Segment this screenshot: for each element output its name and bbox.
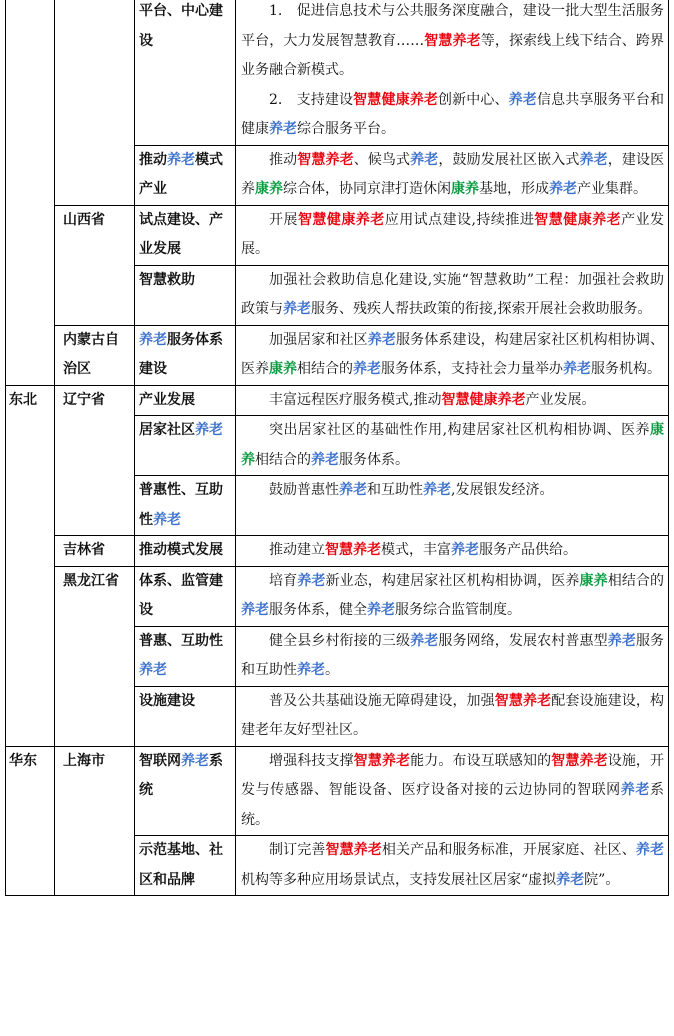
text-run: 普惠、互助性	[139, 632, 223, 649]
subtopic-cell	[135, 476, 236, 536]
text-run: 相结合的	[255, 451, 311, 468]
province-cell	[55, 0, 135, 205]
text-run: 体系、监管建设	[139, 572, 223, 618]
province-cell: 山西省	[55, 205, 135, 325]
text-run: 推动模式发展	[139, 542, 223, 558]
keyword-elderly-care: 养老	[635, 842, 665, 858]
text-run: 创新中心、	[437, 91, 509, 108]
text-run: 服务体系，健全	[269, 602, 367, 618]
table-row	[6, 385, 669, 416]
keyword-elderly-care: 养老	[410, 632, 439, 649]
description-paragraph	[241, 266, 664, 325]
subtopic-cell	[135, 686, 236, 746]
keyword-elderly-care: 养老	[367, 602, 395, 618]
region-cell: 华东	[6, 746, 55, 896]
keyword-smart-care: 智慧健康养老	[441, 391, 526, 408]
keyword-elderly-care: 养老	[579, 151, 608, 168]
description-cell	[236, 686, 669, 746]
description-paragraph	[241, 536, 664, 566]
text-run: 综合体，协同京津打造休闲	[283, 181, 451, 197]
text-run: 综合服务平台。	[297, 121, 395, 137]
text-run: 设施，开发与传感器、智能设备、医疗设备对接的云边协同的智联网	[241, 752, 665, 798]
text-run: 加强居家和社区	[269, 331, 368, 348]
text-run: 。	[325, 662, 339, 678]
text-run: 服务体系，支持社会力量举办	[381, 361, 563, 377]
region-cell: 东北	[6, 385, 55, 746]
text-run: 健全县乡村衔接的三级	[269, 632, 411, 649]
text-run: ，建设医养	[241, 151, 665, 197]
keyword-smart-care: 智慧养老	[353, 752, 411, 769]
text-run: 设施建设	[139, 692, 195, 709]
description-paragraph	[241, 747, 664, 836]
description-cell	[236, 746, 669, 836]
text-run: 产业集群。	[577, 181, 647, 197]
text-run: 机构等多种应用场景试点，支持发展社区居家“虚拟	[241, 871, 557, 888]
keyword-health-care: 康养	[269, 361, 297, 377]
description-cell	[236, 626, 669, 686]
description-paragraph	[241, 386, 664, 416]
text-run: 平台、中心建设	[139, 3, 223, 49]
keyword-smart-care: 智慧健康养老	[353, 91, 438, 108]
text-run: 系统	[139, 752, 223, 798]
text-run: 推动	[269, 151, 298, 168]
text-run: 开展	[269, 211, 298, 228]
description-cell	[236, 536, 669, 567]
keyword-elderly-care: 养老	[139, 662, 167, 678]
text-run: 增强科技支撑	[269, 752, 354, 769]
description-paragraph	[241, 146, 664, 205]
text-run: ,发展银发经济。	[451, 482, 554, 498]
text-run: 模式产业	[139, 151, 223, 197]
policy-table-body	[6, 0, 669, 896]
keyword-elderly-care: 养老	[549, 181, 577, 197]
subtopic-cell	[135, 145, 236, 205]
text-run: 信息共享服务平台和健康	[241, 91, 665, 137]
keyword-elderly-care: 养老	[241, 602, 269, 618]
keyword-elderly-care: 养老	[195, 422, 223, 438]
text-run: ，鼓励发展社区嵌入式	[438, 151, 580, 168]
keyword-elderly-care: 养老	[423, 482, 451, 498]
text-run: 鼓励普惠性	[269, 482, 339, 498]
text-run: 服务产品供给。	[479, 542, 577, 558]
description-paragraph	[241, 326, 664, 385]
text-run: 相结合的	[297, 361, 353, 377]
keyword-elderly-care: 养老	[167, 151, 195, 168]
keyword-elderly-care: 养老	[353, 361, 381, 377]
keyword-elderly-care: 养老	[367, 331, 397, 348]
text-run: 新业态，构建居家社区机构相协调，医养	[325, 572, 580, 589]
description-cell	[236, 0, 669, 145]
keyword-elderly-care: 养老	[153, 511, 181, 528]
description-paragraph	[241, 206, 664, 265]
text-run: 服务综合监管制度。	[395, 602, 521, 618]
description-cell	[236, 325, 669, 385]
province-cell: 内蒙古自治区	[55, 325, 135, 385]
text-run: 服务和互助性	[241, 632, 665, 678]
text-run: 智慧救助	[139, 271, 195, 288]
text-run: 制订完善	[269, 842, 326, 858]
policy-table	[5, 0, 669, 896]
keyword-elderly-care: 养老	[139, 331, 167, 348]
text-run: 应用试点建设,持续推进	[384, 211, 535, 228]
subtopic-cell	[135, 325, 236, 385]
keyword-elderly-care: 养老	[339, 482, 367, 498]
keyword-smart-care: 智慧养老	[551, 752, 608, 769]
description-cell	[236, 385, 669, 416]
subtopic-cell	[135, 626, 236, 686]
description-cell	[236, 566, 669, 626]
keyword-elderly-care: 养老	[607, 632, 636, 649]
text-run: 居家社区	[139, 422, 195, 438]
keyword-smart-care: 智慧养老	[424, 32, 481, 49]
text-run: 相关产品和服务标准，开展家庭、社区、	[381, 842, 636, 858]
keyword-elderly-care: 养老	[181, 752, 209, 769]
keyword-health-care: 康养	[451, 181, 479, 197]
text-run: 服务体系。	[339, 451, 409, 468]
table-row	[6, 566, 669, 626]
text-run: 服务体系建设	[139, 331, 223, 377]
description-cell	[236, 205, 669, 265]
table-row	[6, 325, 669, 385]
province-cell: 黑龙江省	[55, 566, 135, 746]
description-cell	[236, 476, 669, 536]
subtopic-cell	[135, 746, 236, 836]
keyword-health-care: 康养	[579, 572, 608, 589]
text-run: 能力。布设互联感知的	[410, 752, 552, 769]
text-run: 配套设施建设，构建老年友好型社区。	[241, 692, 665, 738]
text-run: 普及公共基础设施无障碍建设，加强	[269, 692, 495, 709]
text-run: 突出居家社区的基础性作用,构建居家社区机构相协调、医养	[269, 422, 650, 438]
text-run: 产业发展	[139, 391, 195, 408]
text-run: 服务网络，发展农村普惠型	[438, 632, 608, 649]
keyword-elderly-care: 养老	[297, 662, 325, 678]
keyword-elderly-care: 养老	[269, 121, 297, 137]
text-run: 推动建立	[269, 542, 325, 558]
text-run: 系统。	[241, 782, 665, 828]
keyword-health-care: 康养	[255, 181, 283, 197]
text-run: 1. 促进信息技术与公共服务深度融合，建设一批大型生活服务平台，大力发展智慧教育……	[241, 3, 664, 49]
description-paragraph	[241, 86, 664, 145]
keyword-smart-care: 智慧养老	[297, 151, 354, 168]
description-paragraph	[241, 836, 664, 895]
keyword-elderly-care: 养老	[451, 542, 479, 558]
province-cell: 吉林省	[55, 536, 135, 567]
keyword-health-care: 康养	[241, 422, 664, 468]
table-row	[6, 746, 669, 836]
keyword-elderly-care: 养老	[620, 782, 651, 798]
table-row	[6, 205, 669, 265]
subtopic-cell	[135, 836, 236, 896]
text-run: 服务体系建设，构建居家社区机构相协调、医养	[241, 331, 665, 377]
description-cell	[236, 836, 669, 896]
text-run: 服务、残疾人帮扶政策的衔接,探索开展社会救助服务。	[311, 301, 652, 317]
text-run: 2. 支持建设	[269, 91, 354, 108]
province-cell: 辽宁省	[55, 385, 135, 536]
text-run: 模式，丰富	[381, 542, 451, 558]
description-paragraph	[241, 416, 664, 475]
keyword-elderly-care: 养老	[556, 871, 585, 888]
table-row	[6, 536, 669, 567]
text-run: 相结合的	[607, 572, 665, 589]
text-run: 普惠性、互助性	[139, 482, 223, 528]
keyword-elderly-care: 养老	[311, 451, 339, 468]
table-row	[6, 0, 669, 145]
text-run: 示范基地、社区和品牌	[139, 842, 223, 888]
text-run: 培育	[269, 572, 298, 589]
description-cell	[236, 265, 669, 325]
keyword-elderly-care: 养老	[563, 361, 591, 377]
region-cell	[6, 0, 55, 385]
subtopic-cell	[135, 385, 236, 416]
text-run: 产业发展。	[525, 391, 596, 408]
text-run: 试点建设、产业发展	[139, 211, 223, 257]
keyword-elderly-care: 养老	[508, 91, 537, 108]
text-run: 加强社会救助信息化建设,实施“智慧救助”工程：加强社会救助政策与	[241, 271, 664, 317]
subtopic-cell	[135, 205, 236, 265]
description-cell	[236, 416, 669, 476]
description-cell	[236, 145, 669, 205]
keyword-smart-care: 智慧健康养老	[534, 211, 622, 228]
text-run: 智联网	[139, 752, 181, 769]
text-run: 推动	[139, 151, 167, 168]
keyword-smart-care: 智慧养老	[494, 692, 552, 709]
text-run: 院”。	[584, 871, 620, 888]
province-cell: 上海市	[55, 746, 135, 896]
text-run: 产业发展。	[241, 211, 665, 257]
keyword-elderly-care: 养老	[410, 151, 439, 168]
subtopic-cell	[135, 416, 236, 476]
text-run: 服务机构。	[591, 361, 661, 377]
description-paragraph	[241, 0, 664, 86]
subtopic-cell	[135, 566, 236, 626]
description-paragraph	[241, 476, 664, 506]
text-run: 和互助性	[367, 482, 423, 498]
text-run: 基地，形成	[479, 181, 549, 197]
keyword-smart-care: 智慧健康养老	[297, 211, 385, 228]
keyword-elderly-care: 养老	[283, 301, 311, 317]
text-run: 等，探索线上线下结合、跨界业务融合新模式。	[241, 32, 665, 78]
subtopic-cell	[135, 536, 236, 567]
keyword-smart-care: 智慧养老	[325, 542, 381, 558]
description-paragraph	[241, 687, 664, 746]
description-paragraph	[241, 627, 664, 686]
subtopic-cell	[135, 0, 236, 145]
subtopic-cell	[135, 265, 236, 325]
keyword-smart-care: 智慧养老	[325, 842, 382, 858]
text-run: 丰富远程医疗服务模式,推动	[269, 391, 442, 408]
text-run: 、候鸟式	[353, 151, 411, 168]
description-paragraph	[241, 567, 664, 626]
keyword-elderly-care: 养老	[297, 572, 326, 589]
